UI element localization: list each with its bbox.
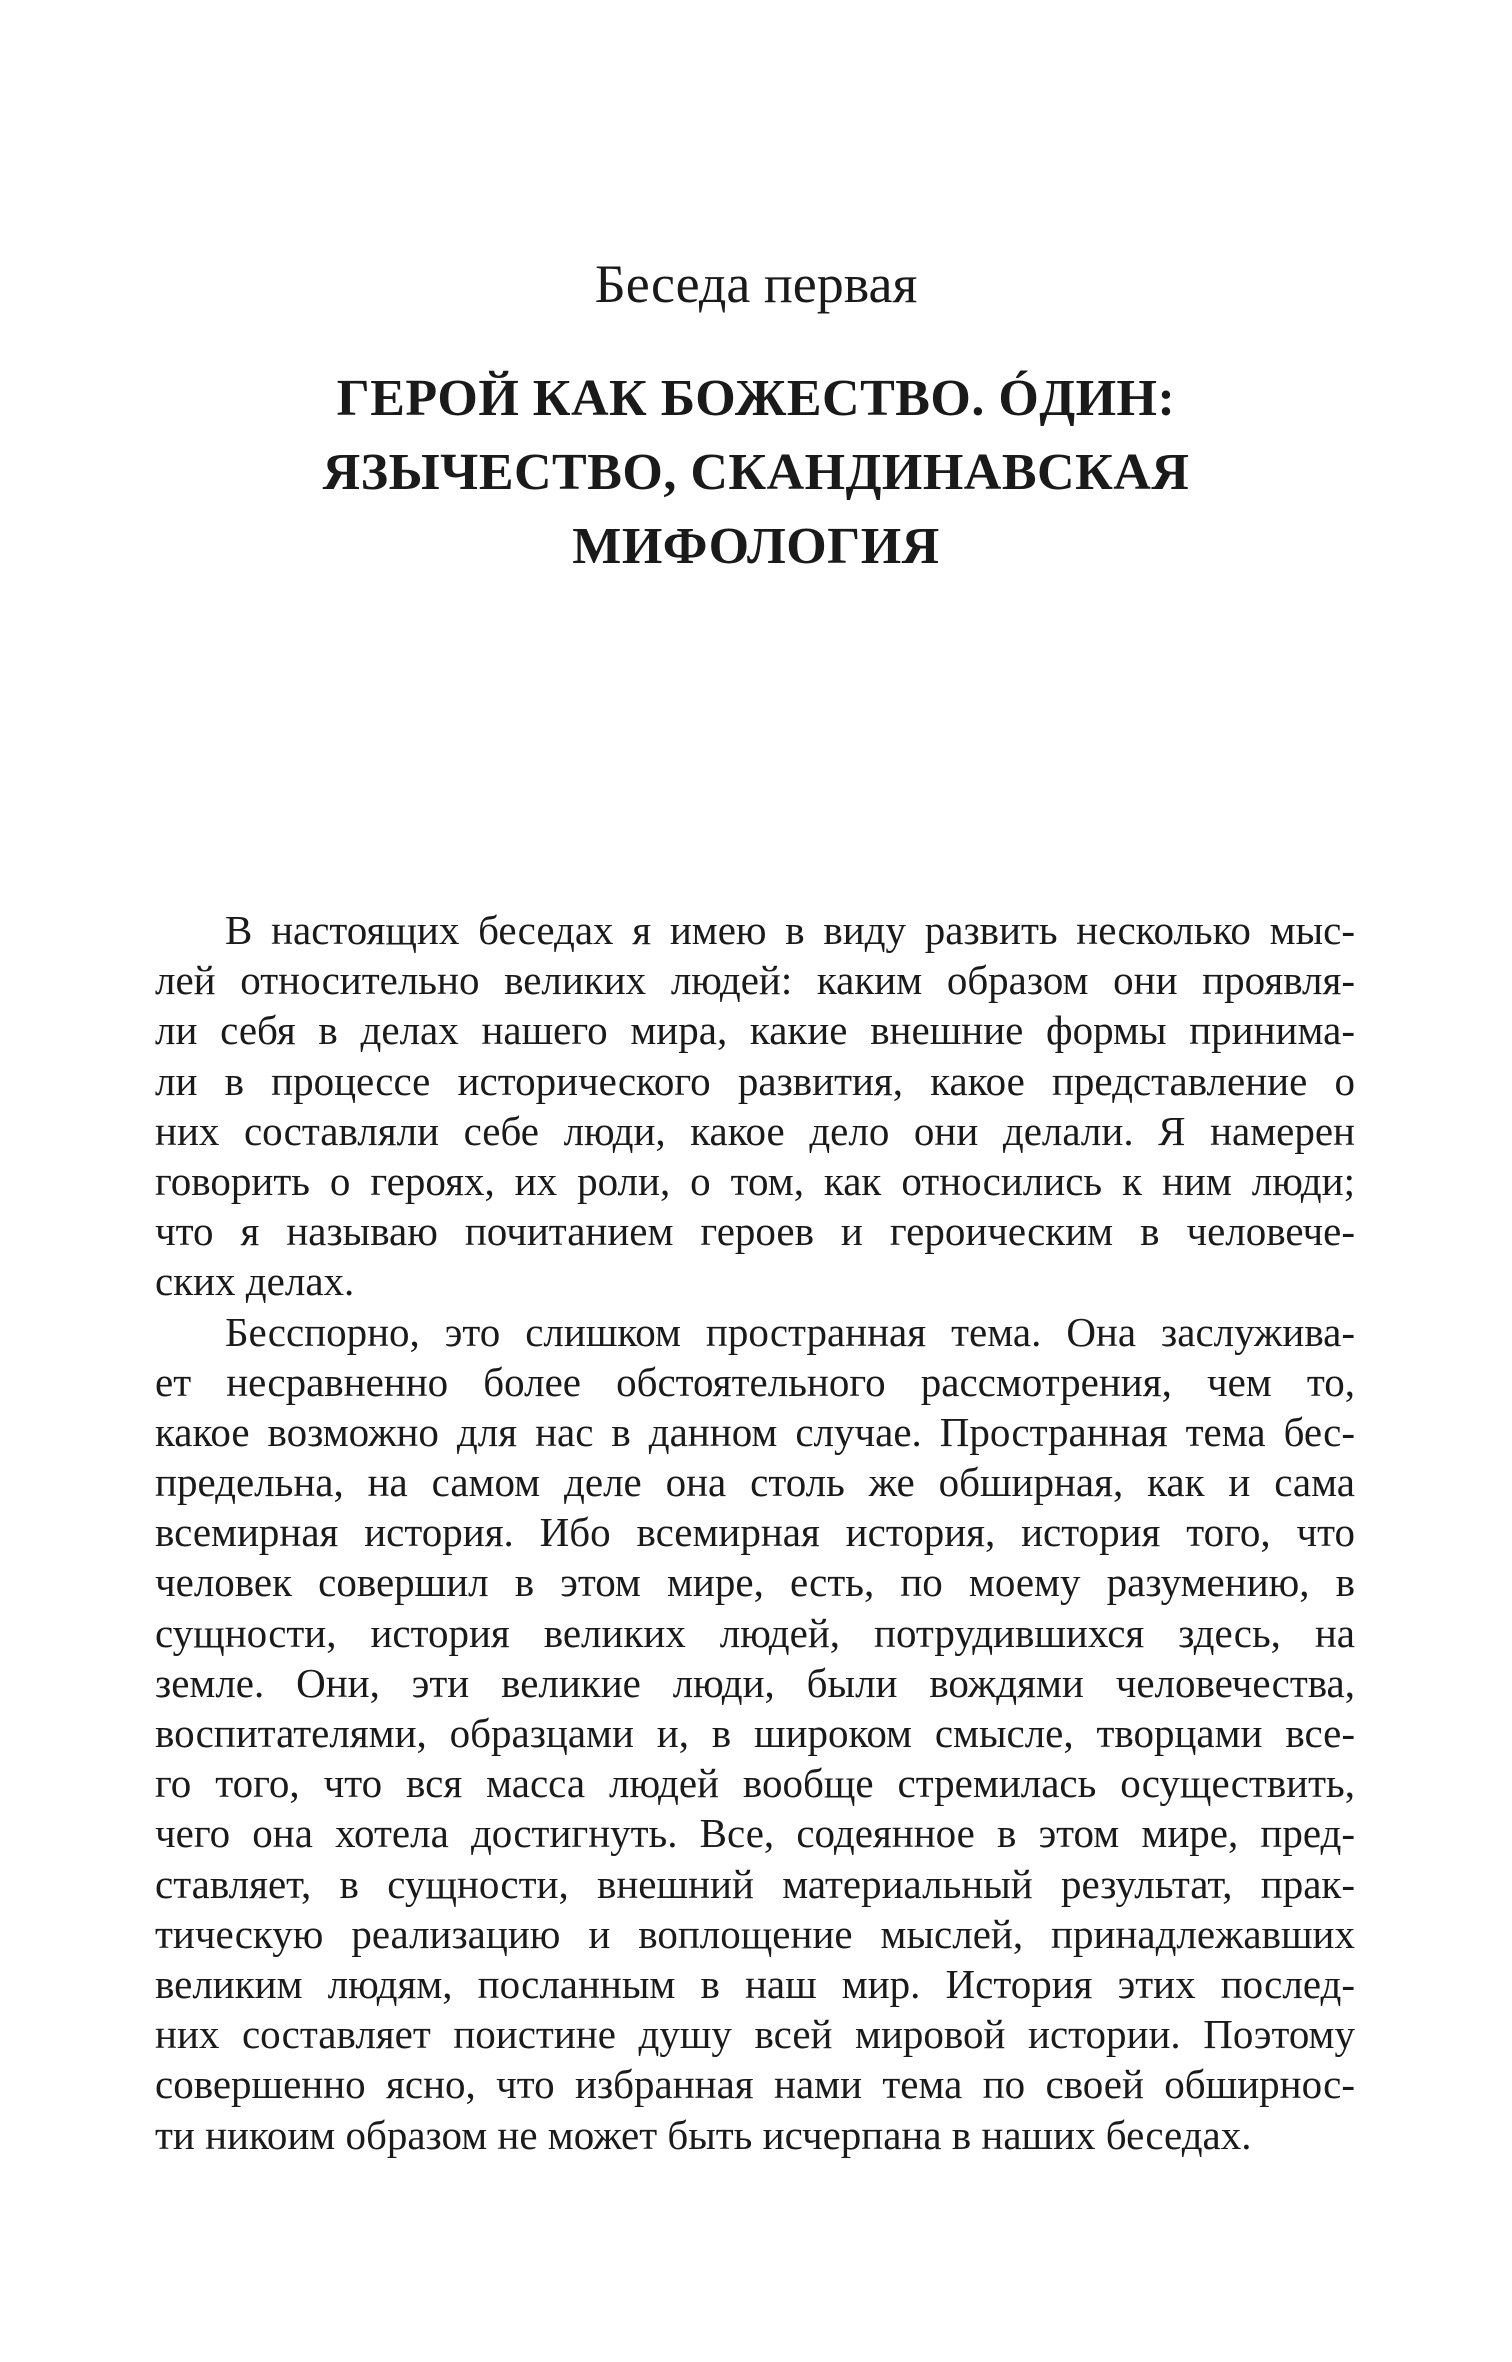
paragraph xyxy=(155,905,1355,1307)
text-line: ет несравненно более обстоятельного рассмотрения, чем то, xyxy=(155,1358,1355,1405)
chapter-subtitle: Беседа первая xyxy=(594,254,918,314)
text-line: совершенно ясно, что избранная нами тема по своей обширнос- xyxy=(155,2061,1355,2108)
text-line: В настоящих беседах я имею в виду развить несколько мыс- xyxy=(225,907,1355,953)
text-line: земле. Они, эти великие люди, были вождями человечества, xyxy=(155,1659,1355,1706)
chapter-title-line: ЯЗЫЧЕСТВО, СКАНДИНАВСКАЯ xyxy=(322,444,1190,501)
text-line: Бесспорно, это слишком пространная тема. Она заслужива- xyxy=(225,1308,1355,1355)
text-line: ли себя в делах нашего мира, какие внешние формы принима- xyxy=(155,1007,1355,1054)
text-line: ских делах. xyxy=(155,1258,355,1305)
paragraph xyxy=(155,1307,1355,2160)
text-line: го того, что вся масса людей вообще стремилась осуществить, xyxy=(155,1760,1355,1807)
text-line: что я называю почитанием героев и героическим в человече- xyxy=(155,1208,1355,1255)
text-line: чего она хотела достигнуть. Все, содеянное в этом мире, пред- xyxy=(155,1810,1355,1857)
text-line: говорить о героях, их роли, о том, как относились к ним люди; xyxy=(155,1157,1355,1204)
text-line: ти никоим образом не может быть исчерпана в наших беседах. xyxy=(155,2111,1252,2158)
text-line: лей относительно великих людей: каким образом они проявля- xyxy=(155,957,1355,1004)
text-line: великим людям, посланным в наш мир. История этих послед- xyxy=(155,1960,1355,2007)
text-line: них составляли себе люди, какое дело они делали. Я намерен xyxy=(155,1107,1355,1154)
chapter-title xyxy=(200,362,1312,584)
chapter-title-line: ГЕРОЙ КАК БОЖЕСТВО. ÓДИН: xyxy=(336,370,1176,427)
text-line: человек совершил в этом мире, есть, по моему разумению, в xyxy=(155,1559,1355,1606)
text-line: всемирная история. Ибо всемирная история, история того, что xyxy=(155,1509,1355,1556)
body-text xyxy=(155,905,1355,2160)
text-line: какое возможно для нас в данном случае. Пространная тема бес- xyxy=(155,1408,1355,1455)
text-line: предельна, на самом деле она столь же обширная, как и сама xyxy=(155,1459,1355,1506)
text-line: воспитателями, образцами и, в широком смысле, творцами все- xyxy=(155,1710,1355,1756)
chapter-title-line: МИФОЛОГИЯ xyxy=(572,518,940,575)
text-line: ставляет, в сущности, внешний материальный результат, прак- xyxy=(155,1860,1355,1907)
text-line: них составляет поистине душу всей мировой истории. Поэтому xyxy=(155,2011,1355,2058)
text-line: ли в процессе исторического развития, какое представление о xyxy=(155,1057,1355,1104)
text-line: тическую реализацию и воплощение мыслей, принадлежавших xyxy=(155,1910,1355,1957)
text-line: сущности, история великих людей, потрудившихся здесь, на xyxy=(155,1609,1355,1656)
